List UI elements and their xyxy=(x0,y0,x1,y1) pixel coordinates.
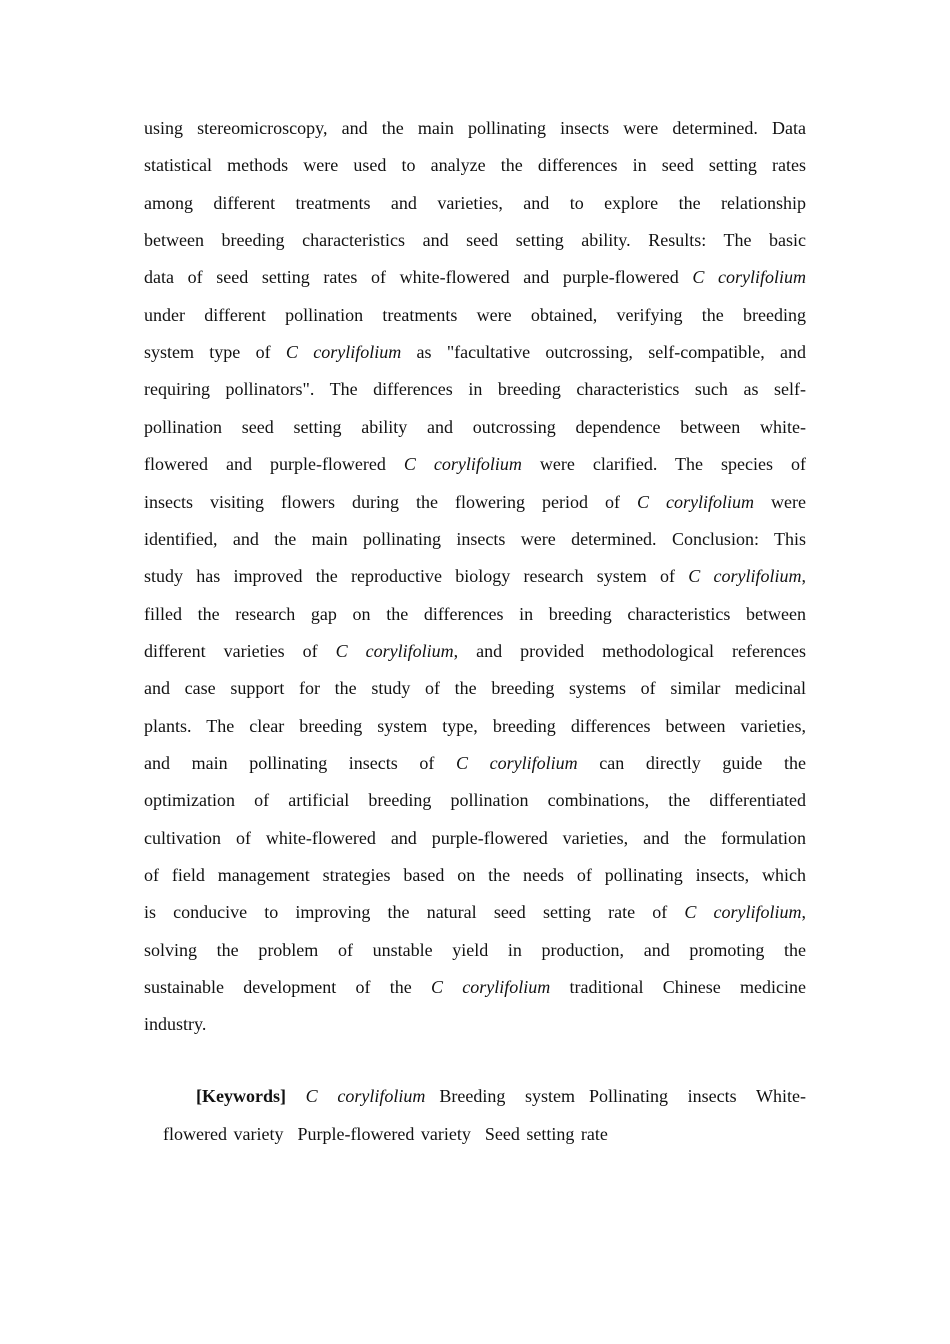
abstract-line xyxy=(144,492,806,512)
keywords-line-1 xyxy=(196,1086,806,1106)
text-run: data of seed setting rates of white-flowered and purple-flowered xyxy=(144,267,693,288)
text-run: filled the research gap on the differences in breeding characteristics between xyxy=(144,603,806,624)
text-run: as "facultative outcrossing, self-compatible, and xyxy=(401,342,806,363)
keywords-line-2 xyxy=(163,1124,608,1144)
abstract-line xyxy=(144,417,806,437)
species-name: C corylifolium xyxy=(431,977,551,998)
text-run: , and provided methodological references xyxy=(453,640,806,661)
abstract-line xyxy=(144,641,806,661)
abstract-line xyxy=(144,604,806,624)
abstract-line xyxy=(144,566,806,586)
text-run: statistical methods were used to analyze the differences in seed setting rates xyxy=(144,155,806,176)
species-name: C corylifolium xyxy=(684,902,802,923)
abstract-line xyxy=(144,865,806,885)
abstract-line xyxy=(144,977,806,997)
text-run: and case support for the study of the breeding systems of similar medicinal xyxy=(144,678,806,699)
text-run: sustainable development of the xyxy=(144,977,431,998)
abstract-line xyxy=(144,454,806,474)
abstract-line xyxy=(144,790,806,810)
abstract-line xyxy=(144,529,806,549)
abstract-line xyxy=(144,940,806,960)
abstract-line xyxy=(144,828,806,848)
species-name: C corylifolium xyxy=(285,342,402,363)
species-name: C corylifolium xyxy=(637,491,755,512)
text-run: flowered and purple-flowered xyxy=(144,454,404,475)
species-name: C corylifolium xyxy=(456,752,578,773)
keyword-pollinating-insects: Pollinating insects White- xyxy=(589,1086,806,1106)
abstract-line xyxy=(144,230,806,250)
text-run: and main pollinating insects of xyxy=(144,752,457,773)
text-run: industry. xyxy=(144,1014,207,1035)
abstract-line xyxy=(144,678,806,698)
abstract-line xyxy=(144,193,806,213)
text-run: identified, and the main pollinating insects were determined. Conclusion: This xyxy=(144,528,806,549)
text-run: , xyxy=(801,566,806,587)
keyword-white-flowered-cont: flowered variety xyxy=(163,1124,284,1144)
text-run: of field management strategies based on the needs of pollinating insects, which xyxy=(144,865,806,885)
abstract-line xyxy=(144,118,806,138)
species-name: C corylifolium xyxy=(403,454,522,475)
keyword-species: C corylifolium xyxy=(305,1086,426,1106)
text-run: study has improved the reproductive biology research system of xyxy=(144,566,689,587)
text-run: requiring pollinators". The differences in breeding characteristics such as self- xyxy=(144,379,806,400)
text-run: using stereomicroscopy, and the main pollinating insects were determined. Data xyxy=(144,118,806,138)
text-run: under different pollination treatments were obtained, verifying the breeding xyxy=(144,304,806,325)
text-run: solving the problem of unstable yield in production, and promoting the xyxy=(144,939,806,960)
keyword-breeding-system: Breeding system xyxy=(439,1086,575,1106)
abstract-line xyxy=(144,155,806,175)
text-run: were clarified. The species of xyxy=(521,454,807,475)
text-run: different varieties of xyxy=(144,640,336,661)
keywords-label: [Keywords] xyxy=(196,1086,286,1106)
text-run: among different treatments and varieties, and to explore the relationship xyxy=(144,192,806,213)
text-run: were xyxy=(754,491,806,512)
abstract-line xyxy=(144,716,806,736)
text-run: plants. The clear breeding system type, breeding differences between varieties, xyxy=(144,715,806,736)
text-run: system type of xyxy=(144,342,286,363)
text-run: , xyxy=(801,902,806,923)
text-run: is conducive to improving the natural seed setting rate of xyxy=(144,902,685,923)
species-name: C corylifolium xyxy=(335,640,454,661)
abstract-line xyxy=(144,1014,806,1034)
text-run: between breeding characteristics and seed setting ability. Results: The basic xyxy=(144,230,806,251)
text-run: can directly guide the xyxy=(577,752,806,773)
abstract-line xyxy=(144,753,806,773)
species-name: C corylifolium xyxy=(692,267,807,288)
abstract-line xyxy=(144,342,806,362)
text-run: cultivation of white-flowered and purple-flowered varieties, and the formulation xyxy=(144,827,806,848)
keyword-seed-setting-rate: Seed setting rate xyxy=(484,1124,608,1144)
text-run: traditional Chinese medicine xyxy=(550,977,806,998)
abstract-line xyxy=(144,902,806,922)
abstract-line xyxy=(144,305,806,325)
text-run: insects visiting flowers during the flowering period of xyxy=(144,491,637,512)
species-name: C corylifolium xyxy=(688,566,802,587)
abstract-line xyxy=(144,267,806,287)
abstract-line xyxy=(144,379,806,399)
text-run: pollination seed setting ability and outcrossing dependence between white- xyxy=(144,416,806,437)
text-run: optimization of artificial breeding pollination combinations, the differentiated xyxy=(144,790,806,811)
keyword-purple-flowered: Purple-flowered variety xyxy=(297,1124,471,1144)
